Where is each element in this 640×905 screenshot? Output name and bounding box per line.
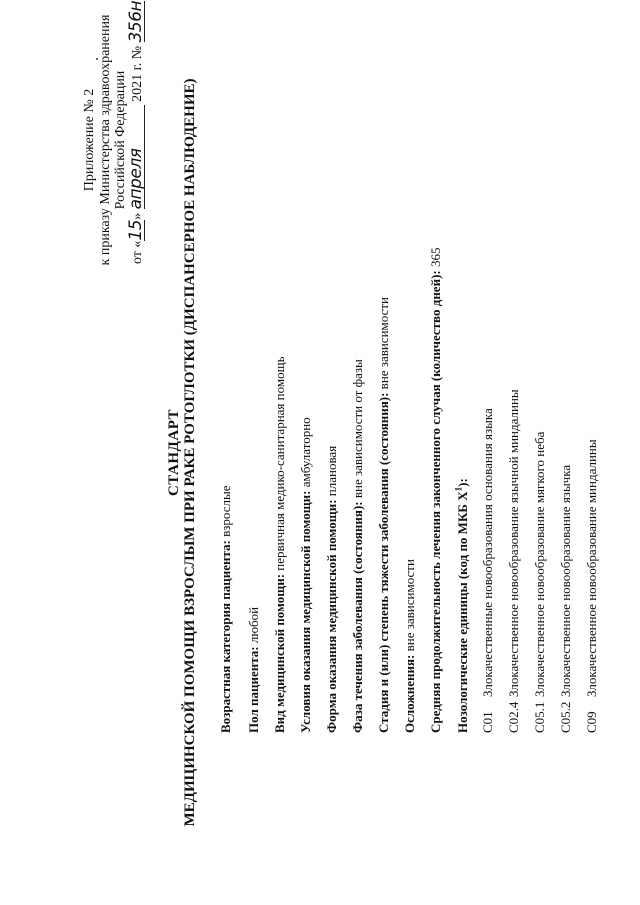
field-care-type: Вид медицинской помощи: первичная медико-санитарная помощь — [272, 356, 287, 733]
icd-code: C09 — [584, 711, 599, 733]
nosology-row — [506, 389, 522, 733]
icd-code: C05.1 — [532, 701, 547, 733]
icd-description: Злокачественные новообразования основания языка — [480, 408, 495, 697]
icd-code: C01 — [480, 711, 495, 733]
nosology-row — [558, 465, 574, 733]
field-disease-stage: Стадия и (или) степень тяжести заболевания (состояния): вне зависимости — [376, 297, 391, 733]
icd-description: Злокачественное новообразование миндалины — [584, 439, 599, 697]
order-date-line: от «15» апреля 2021 г. № 356н — [125, 0, 146, 264]
field-treatment-duration: Средняя продолжительность лечения законченного случая (количество дней): 365 — [428, 247, 443, 733]
icd-description: Злокачественное новообразование язычка — [558, 464, 573, 697]
field-sex: Пол пациента: любой — [246, 606, 261, 733]
handwritten-day: 15 — [125, 219, 146, 241]
field-care-conditions: Условия оказания медицинской помощи: амбулаторно — [298, 417, 313, 733]
nosology-row — [532, 432, 548, 733]
icd-code: C02.4 — [506, 701, 521, 733]
appendix-number: Приложение № 2 — [82, 88, 97, 192]
nosology-row — [584, 439, 600, 733]
document-subheading: МЕДИЦИНСКОЙ ПОМОЩИ ВЗРОСЛЫМ ПРИ РАКЕ РОТОГЛОТКИ (ДИСПАНСЕРНОЕ НАБЛЮДЕНИЕ) — [182, 78, 198, 827]
document-heading: СТАНДАРТ — [166, 408, 182, 497]
field-complications: Осложнения: вне зависимости — [402, 559, 417, 733]
appendix-ministry: Российской Федерации — [113, 70, 128, 210]
nosology-heading: Нозологические единицы (код по МКБ $X^1$): — [454, 478, 471, 733]
icd-code: C05.2 — [558, 701, 573, 733]
appendix-header — [82, 0, 146, 270]
icd-description: Злокачественное новообразование мягкого неба — [532, 431, 547, 697]
nosology-row — [480, 408, 496, 733]
field-age-category: Возрастная категория пациента: взрослые — [218, 485, 233, 733]
handwritten-month: апреля — [129, 105, 146, 209]
appendix-order-ref: к приказу Министерства здравоохранения — [97, 14, 113, 266]
handwritten-order-number: 356н — [125, 0, 146, 43]
icd-description: Злокачественное новообразование язычной миндалины — [506, 389, 521, 697]
field-care-form: Форма оказания медицинской помощи: плановая — [324, 445, 339, 733]
field-disease-phase: Фаза течения заболевания (состояния): вне зависимости от фазы — [350, 359, 365, 733]
